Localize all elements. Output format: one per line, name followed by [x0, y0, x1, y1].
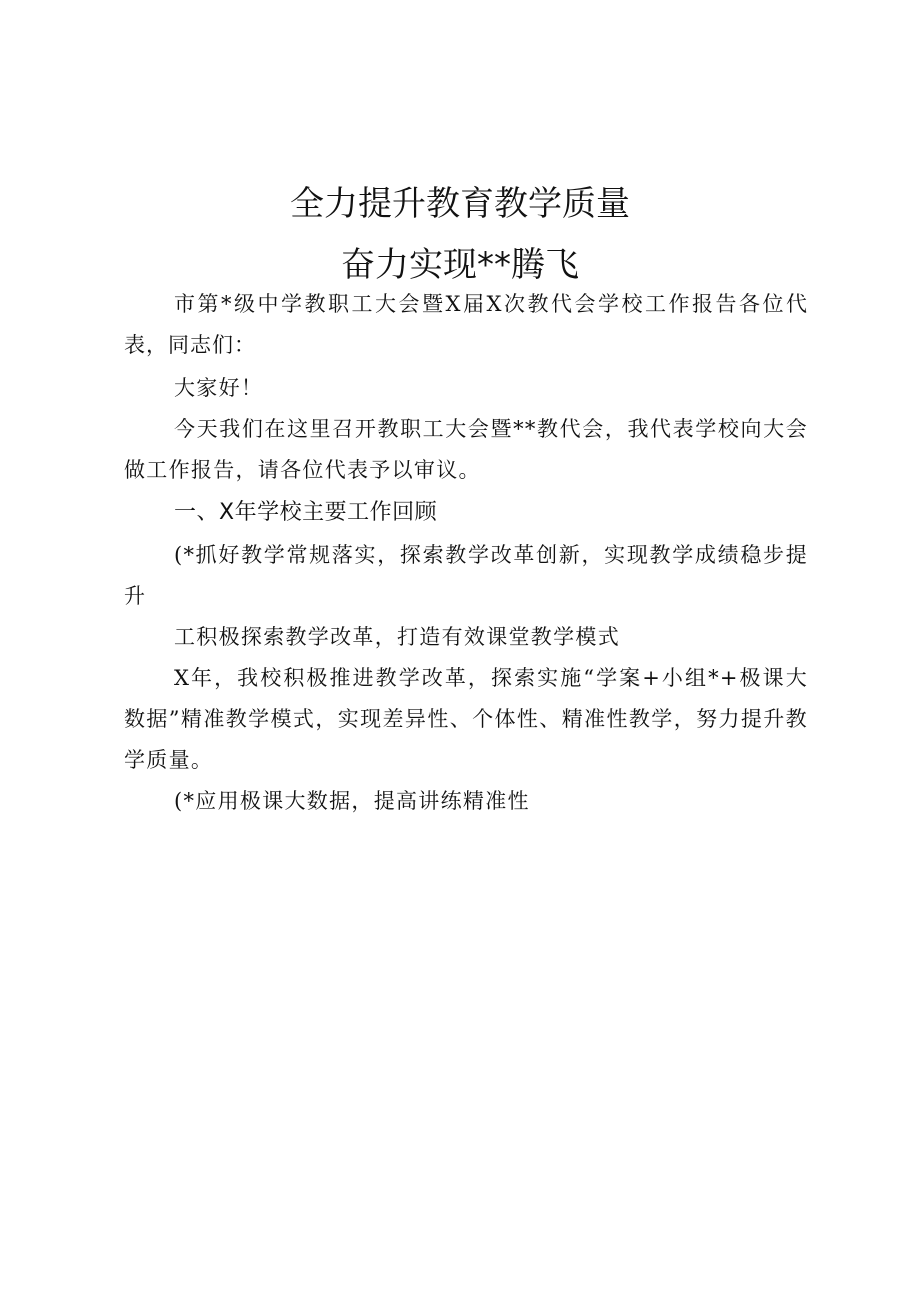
document-title-line-2: 奋力实现**腾飞 — [341, 245, 579, 285]
document-body — [124, 284, 808, 822]
intro-paragraph: 今天我们在这里召开教职工大会暨**教代会，我代表学校向大会做工作报告，请各位代表予以审议。 — [124, 417, 808, 482]
greeting-paragraph: 大家好！ — [174, 376, 264, 400]
salutation-paragraph: 市第*级中学教职工大会暨X届X次教代会学校工作报告各位代表，同志们： — [124, 292, 808, 357]
subsection-item-1: 工积极探索教学改革，打造有效课堂教学模式 — [174, 625, 620, 649]
subsection-heading-1: (*抓好教学常规落实，探索教学改革创新，实现教学成绩稳步提升 — [124, 543, 808, 608]
document-title-line-1: 全力提升教育教学质量 — [290, 184, 630, 224]
reform-paragraph: X年，我校积极推进教学改革，探索实施“学案+小组*+极课大数据”精准教学模式，实现差异性、个体性、精准性教学，努力提升教学质量。 — [124, 666, 808, 772]
subsection-heading-2: (*应用极课大数据，提高讲练精准性 — [174, 789, 530, 813]
section-heading: 一、X年学校主要工作回顾 — [174, 500, 438, 525]
